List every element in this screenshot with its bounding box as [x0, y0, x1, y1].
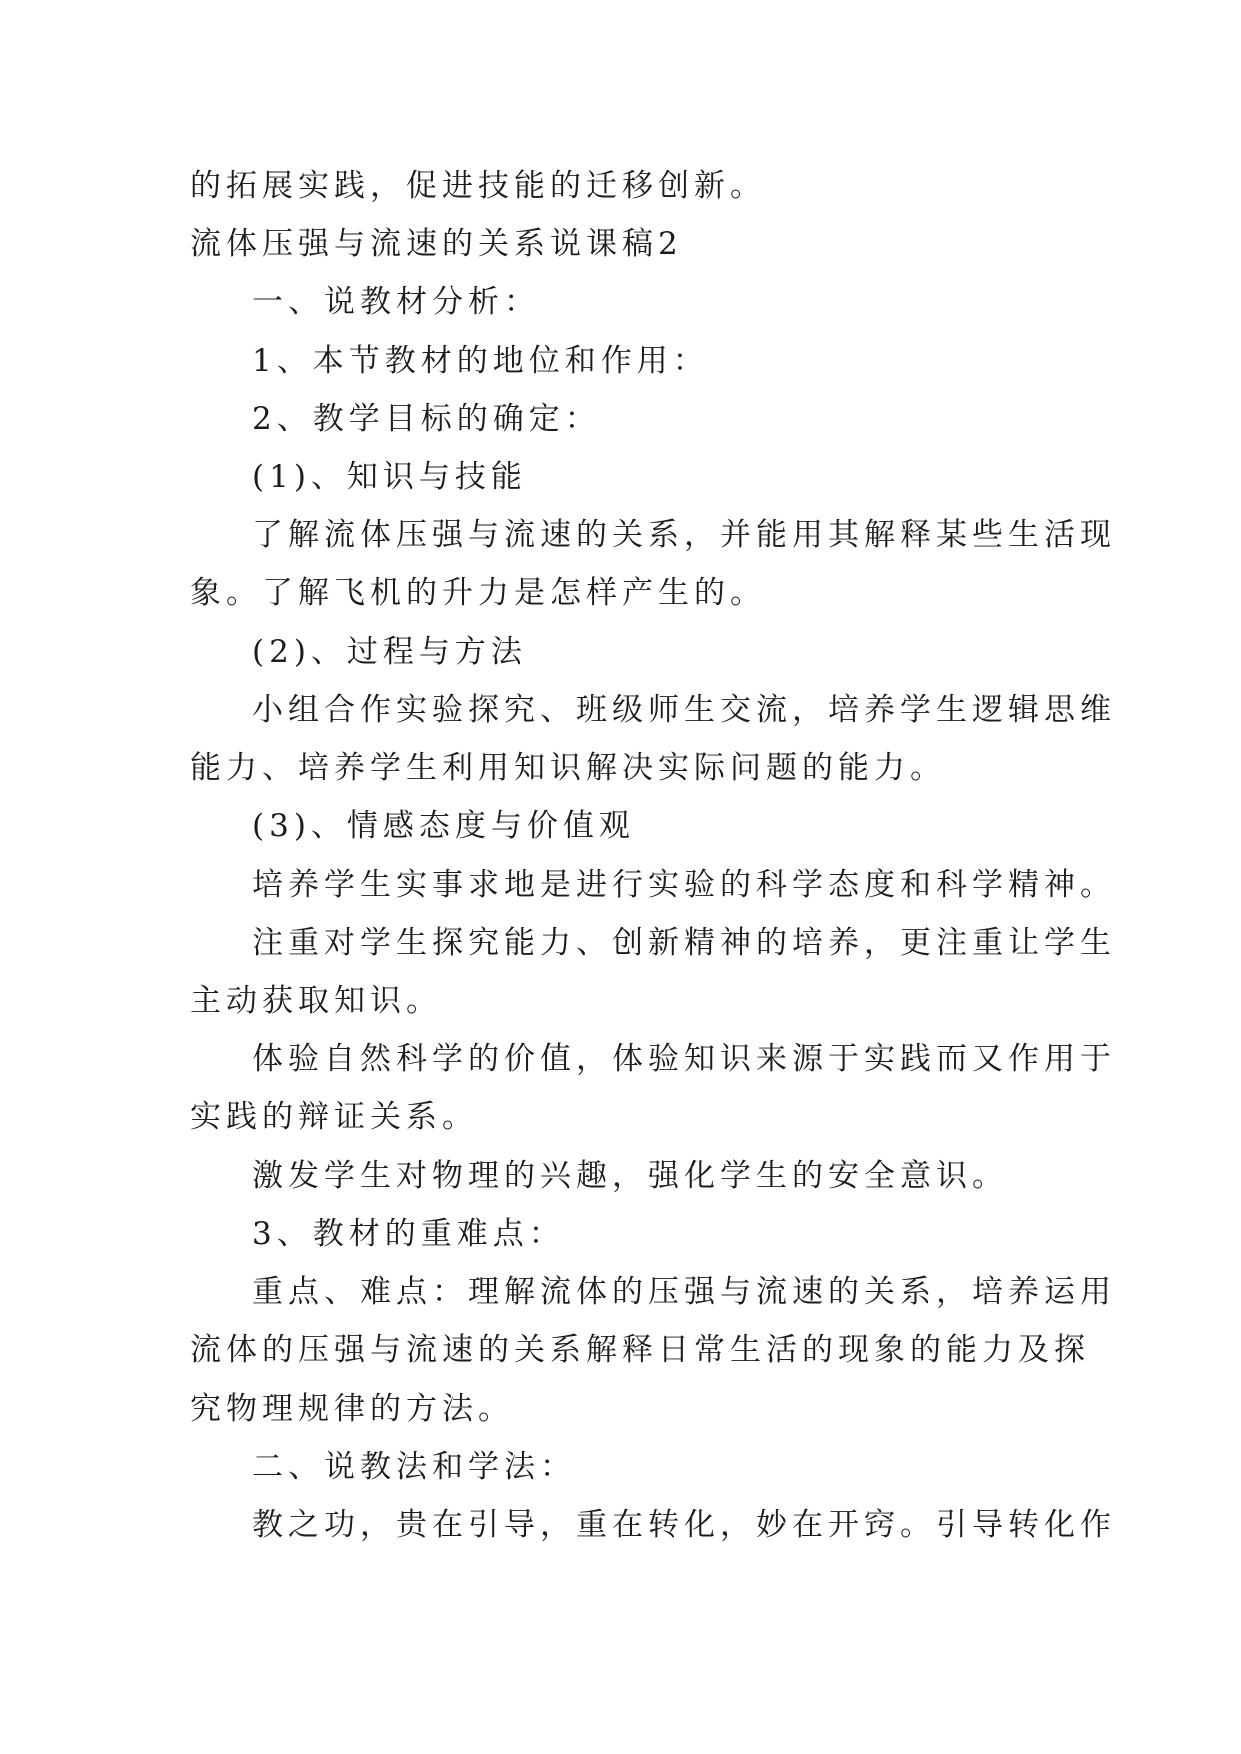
paragraph-line: 象。了解飞机的升力是怎样产生的。 [190, 575, 766, 611]
paragraph-line: 注重对学生探究能力、创新精神的培养，更注重让学生 [252, 925, 1116, 961]
paragraph-line: 重点、难点：理解流体的压强与流速的关系，培养运用 [252, 1274, 1116, 1310]
paragraph-line: 培养学生实事求地是进行实验的科学态度和科学精神。 [252, 867, 1116, 903]
paragraph-line: 了解流体压强与流速的关系，并能用其解释某些生活现 [252, 517, 1116, 553]
subsection-heading: 2、教学目标的确定： [252, 401, 601, 437]
paragraph-line: 教之功，贵在引导，重在转化，妙在开窍。引导转化作 [252, 1507, 1116, 1543]
paragraph-line: 实践的辩证关系。 [190, 1099, 478, 1135]
section-heading: 二、说教法和学法： [252, 1449, 576, 1485]
paragraph-line: 激发学生对物理的兴趣，强化学生的安全意识。 [252, 1158, 1008, 1194]
item-heading: (1)、知识与技能 [252, 459, 527, 495]
paragraph-line: 体验自然科学的价值，体验知识来源于实践而又作用于 [252, 1041, 1116, 1077]
document-title: 流体压强与流速的关系说课稿2 [190, 226, 683, 262]
subsection-heading: 1、本节教材的地位和作用： [252, 343, 709, 379]
item-heading: (3)、情感态度与价值观 [252, 808, 635, 844]
paragraph-line: 主动获取知识。 [190, 983, 442, 1019]
paragraph-line: 流体的压强与流速的关系解释日常生活的现象的能力及探 [190, 1332, 1090, 1368]
item-heading: (2)、过程与方法 [252, 634, 527, 670]
paragraph-continuation: 的拓展实践，促进技能的迁移创新。 [190, 168, 766, 204]
paragraph-line: 究物理规律的方法。 [190, 1391, 514, 1427]
paragraph-line: 能力、培养学生利用知识解决实际问题的能力。 [190, 750, 946, 786]
subsection-heading: 3、教材的重难点： [252, 1216, 565, 1252]
paragraph-line: 小组合作实验探究、班级师生交流，培养学生逻辑思维 [252, 692, 1116, 728]
section-heading: 一、说教材分析： [252, 284, 540, 320]
